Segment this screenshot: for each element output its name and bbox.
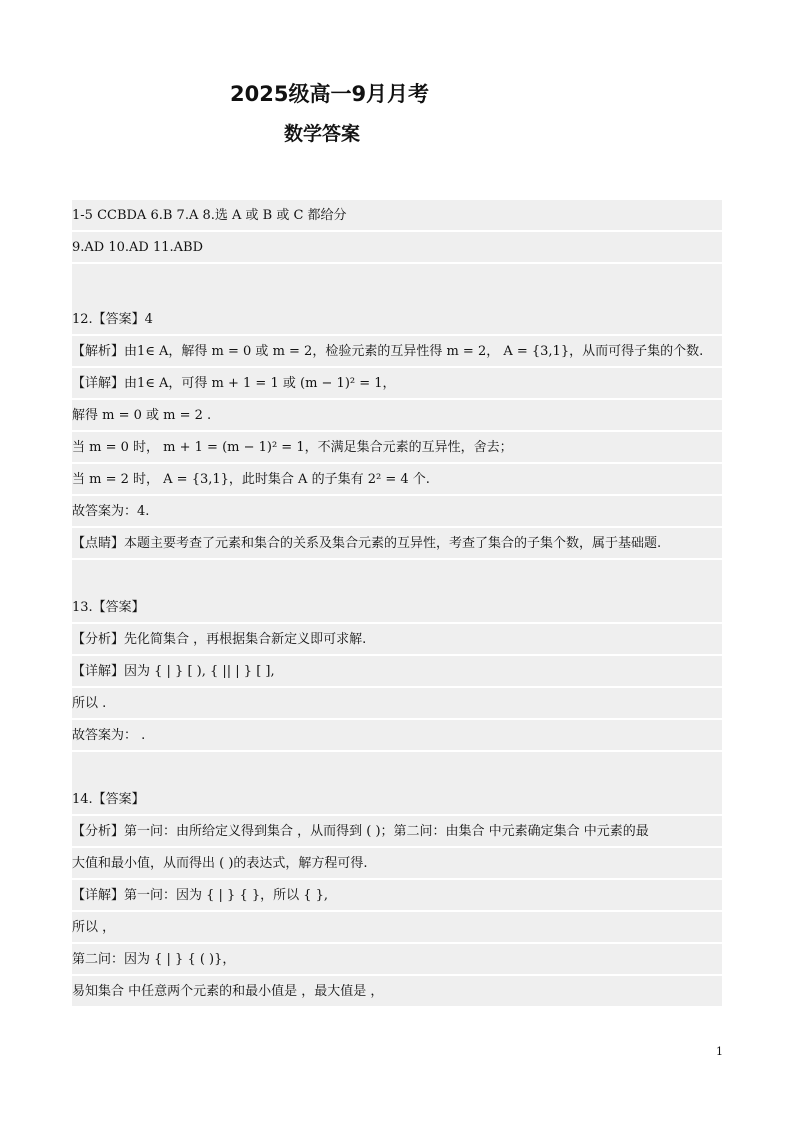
q12-final: 故答案为：4. (72, 496, 722, 528)
spacer (72, 752, 722, 784)
q14-detail-4: 易知集合 中任意两个元素的和最小值是 ，最大值是 ， (72, 976, 722, 1008)
q12-comment: 【点睛】本题主要考查了元素和集合的关系及集合元素的互异性，考查了集合的子集个数，属于基础题. (72, 528, 722, 560)
answer-body (72, 200, 722, 1008)
spacer (72, 560, 722, 592)
answers-9-11: 9.AD 10.AD 11.ABD (72, 232, 722, 264)
q14-analysis-1: 【分析】第一问：由所给定义得到集合 ，从而得到 ( )；第二问：由集合 中元素确定集合 中元素的最 (72, 816, 722, 848)
document-title: 2025级高一9月月考 (230, 82, 430, 106)
q13-detail-2: 所以 . (72, 688, 722, 720)
q12-analysis: 【解析】由1∈ A，解得 m = 0 或 m = 2，检验元素的互异性得 m = 2， A = {3,1}，从而可得子集的个数. (72, 336, 722, 368)
spacer (72, 264, 722, 304)
q12-detail-4: 当 m = 2 时， A = {3,1}，此时集合 A 的子集有 2² = 4 个. (72, 464, 722, 496)
page-number: 1 (716, 1045, 723, 1058)
q12-detail-1: 【详解】由1∈ A，可得 m + 1 = 1 或 (m − 1)² = 1， (72, 368, 722, 400)
q14-answer: 14.【答案】 (72, 784, 722, 816)
q12-detail-2: 解得 m = 0 或 m = 2 . (72, 400, 722, 432)
q14-detail-3: 第二问：因为 { | } { ( )}， (72, 944, 722, 976)
q12-detail-3: 当 m = 0 时， m + 1 = (m − 1)² = 1，不满足集合元素的互异性，舍去； (72, 432, 722, 464)
answers-1-8: 1-5 CCBDA 6.B 7.A 8.选 A 或 B 或 C 都给分 (72, 200, 722, 232)
q13-detail-1: 【详解】因为 { | } [ ), { || | } [ ], (72, 656, 722, 688)
document-subtitle: 数学答案 (284, 123, 361, 145)
q14-detail-2: 所以 ， (72, 912, 722, 944)
q12-answer: 12.【答案】4 (72, 304, 722, 336)
q13-analysis: 【分析】先化简集合 ，再根据集合新定义即可求解. (72, 624, 722, 656)
q13-answer: 13.【答案】 (72, 592, 722, 624)
q14-analysis-2: 大值和最小值，从而得出 ( )的表达式，解方程可得. (72, 848, 722, 880)
q14-detail-1: 【详解】第一问：因为 { | } { }，所以 { }, (72, 880, 722, 912)
q13-final: 故答案为： . (72, 720, 722, 752)
